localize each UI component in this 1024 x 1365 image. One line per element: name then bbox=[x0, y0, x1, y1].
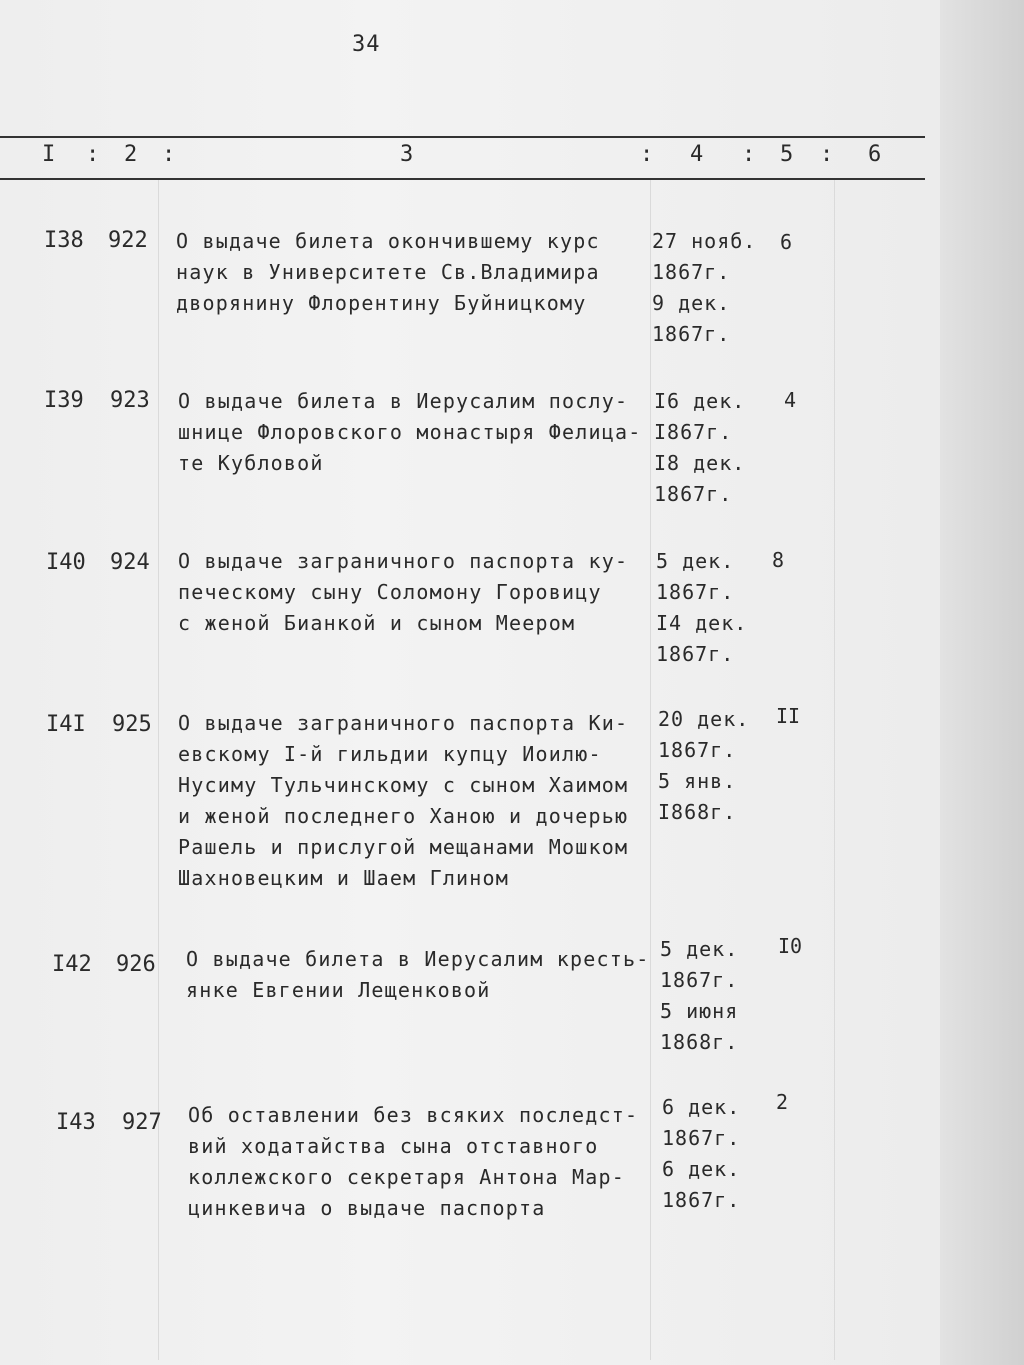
date-line: 27 нояб. bbox=[652, 229, 757, 253]
date-line: 5 дек. bbox=[660, 937, 739, 961]
column-divider bbox=[834, 180, 835, 1360]
date-line: 1867г. bbox=[656, 580, 735, 604]
date-line: I8 дек. bbox=[654, 451, 746, 475]
date-line: 1867г. bbox=[662, 1188, 741, 1212]
date-line: 5 янв. bbox=[658, 769, 737, 793]
entry-text bbox=[186, 944, 656, 1006]
header-rule-top bbox=[0, 136, 925, 138]
entry-text bbox=[188, 1100, 658, 1224]
date-line: I4 дек. bbox=[656, 611, 748, 635]
date-line: 6 дек. bbox=[662, 1095, 741, 1119]
entry-number: I38 bbox=[44, 228, 84, 253]
date-line: 6 дек. bbox=[662, 1157, 741, 1181]
date-line: 1868г. bbox=[660, 1030, 739, 1054]
date-line: I6 дек. bbox=[654, 389, 746, 413]
entry-number: I42 bbox=[52, 952, 92, 977]
sheet-count: 8 bbox=[772, 548, 785, 572]
entry-text-line: дворянину Флорентину Буйницкому bbox=[176, 291, 587, 315]
entry-text-line: Шахновецким и Шаем Глином bbox=[178, 866, 510, 890]
column-separator: : bbox=[640, 142, 654, 167]
entry-text-line: янке Евгении Лещенковой bbox=[186, 978, 491, 1002]
sheet-count: 4 bbox=[784, 388, 797, 412]
entry-number: I40 bbox=[46, 550, 86, 575]
page-number: 34 bbox=[352, 32, 381, 57]
entry-dates bbox=[660, 934, 770, 1058]
date-line: I868г. bbox=[658, 800, 737, 824]
entry-text-line: цинкевича о выдаче паспорта bbox=[188, 1196, 546, 1220]
date-line: 1867г. bbox=[660, 968, 739, 992]
entry-text-line: вий ходатайства сына отставного bbox=[188, 1134, 599, 1158]
entry-dates bbox=[652, 226, 762, 350]
date-line: 1867г. bbox=[652, 322, 731, 346]
entry-text-line: наук в Университете Св.Владимира bbox=[176, 260, 600, 284]
entry-text-line: печескому сыну Соломону Горовицу bbox=[178, 580, 602, 604]
entry-text-line: шнице Флоровского монастыря Фелица- bbox=[178, 420, 642, 444]
entry-text-line: те Кубловой bbox=[178, 451, 324, 475]
column-header-1: I bbox=[42, 142, 56, 167]
date-line: 1867г. bbox=[652, 260, 731, 284]
entry-text-line: О выдаче билета в Иерусалим кресть- bbox=[186, 947, 650, 971]
entry-text bbox=[176, 226, 646, 319]
register-number: 922 bbox=[108, 228, 148, 253]
entry-text-line: коллежского секретаря Антона Мар- bbox=[188, 1165, 625, 1189]
register-number: 927 bbox=[122, 1110, 162, 1135]
entry-dates bbox=[658, 704, 768, 828]
entry-dates bbox=[654, 386, 764, 510]
entry-dates bbox=[662, 1092, 772, 1216]
column-header-3: 3 bbox=[400, 142, 414, 167]
entry-text-line: О выдаче билета окончившему курс bbox=[176, 229, 600, 253]
column-header-6: 6 bbox=[868, 142, 882, 167]
column-separator: : bbox=[820, 142, 834, 167]
date-line: 20 дек. bbox=[658, 707, 750, 731]
entry-number: I4I bbox=[46, 712, 86, 737]
date-line: 5 июня bbox=[660, 999, 739, 1023]
entry-number: I39 bbox=[44, 388, 84, 413]
entry-text-line: О выдаче билета в Иерусалим послу- bbox=[178, 389, 629, 413]
entry-text-line: О выдаче заграничного паспорта Ки- bbox=[178, 711, 629, 735]
date-line: 5 дек. bbox=[656, 549, 735, 573]
entry-number: I43 bbox=[56, 1110, 96, 1135]
sheet-count: 6 bbox=[780, 230, 793, 254]
column-divider bbox=[158, 180, 159, 1360]
date-line: 1867г. bbox=[662, 1126, 741, 1150]
entry-text-line: Рашель и прислугой мещанами Мошком bbox=[178, 835, 629, 859]
entry-text-line: О выдаче заграничного паспорта ку- bbox=[178, 549, 629, 573]
column-header-4: 4 bbox=[690, 142, 704, 167]
column-separator: : bbox=[86, 142, 100, 167]
entry-text-line: Об оставлении без всяких последст- bbox=[188, 1103, 639, 1127]
page-edge bbox=[940, 0, 1024, 1365]
entry-text-line: Нусиму Тульчинскому с сыном Хаимом bbox=[178, 773, 629, 797]
entry-text bbox=[178, 546, 648, 639]
column-header-5: 5 bbox=[780, 142, 794, 167]
date-line: 1867г. bbox=[654, 482, 733, 506]
entry-text-line: евскому I-й гильдии купцу Иоилю- bbox=[178, 742, 602, 766]
entry-text-line: с женой Бианкой и сыном Меером bbox=[178, 611, 576, 635]
entry-text-line: и женой последнего Ханою и дочерью bbox=[178, 804, 629, 828]
sheet-count: 2 bbox=[776, 1090, 789, 1114]
column-separator: : bbox=[162, 142, 176, 167]
sheet-count: II bbox=[776, 704, 801, 728]
date-line: 9 дек. bbox=[652, 291, 731, 315]
entry-dates bbox=[656, 546, 766, 670]
register-number: 923 bbox=[110, 388, 150, 413]
register-number: 925 bbox=[112, 712, 152, 737]
register-number: 924 bbox=[110, 550, 150, 575]
entry-text bbox=[178, 708, 648, 894]
entry-text bbox=[178, 386, 648, 479]
register-number: 926 bbox=[116, 952, 156, 977]
column-header-2: 2 bbox=[124, 142, 138, 167]
sheet-count: I0 bbox=[778, 934, 803, 958]
date-line: 1867г. bbox=[658, 738, 737, 762]
date-line: I867г. bbox=[654, 420, 733, 444]
column-separator: : bbox=[742, 142, 756, 167]
date-line: 1867г. bbox=[656, 642, 735, 666]
header-rule-bottom bbox=[0, 178, 925, 180]
